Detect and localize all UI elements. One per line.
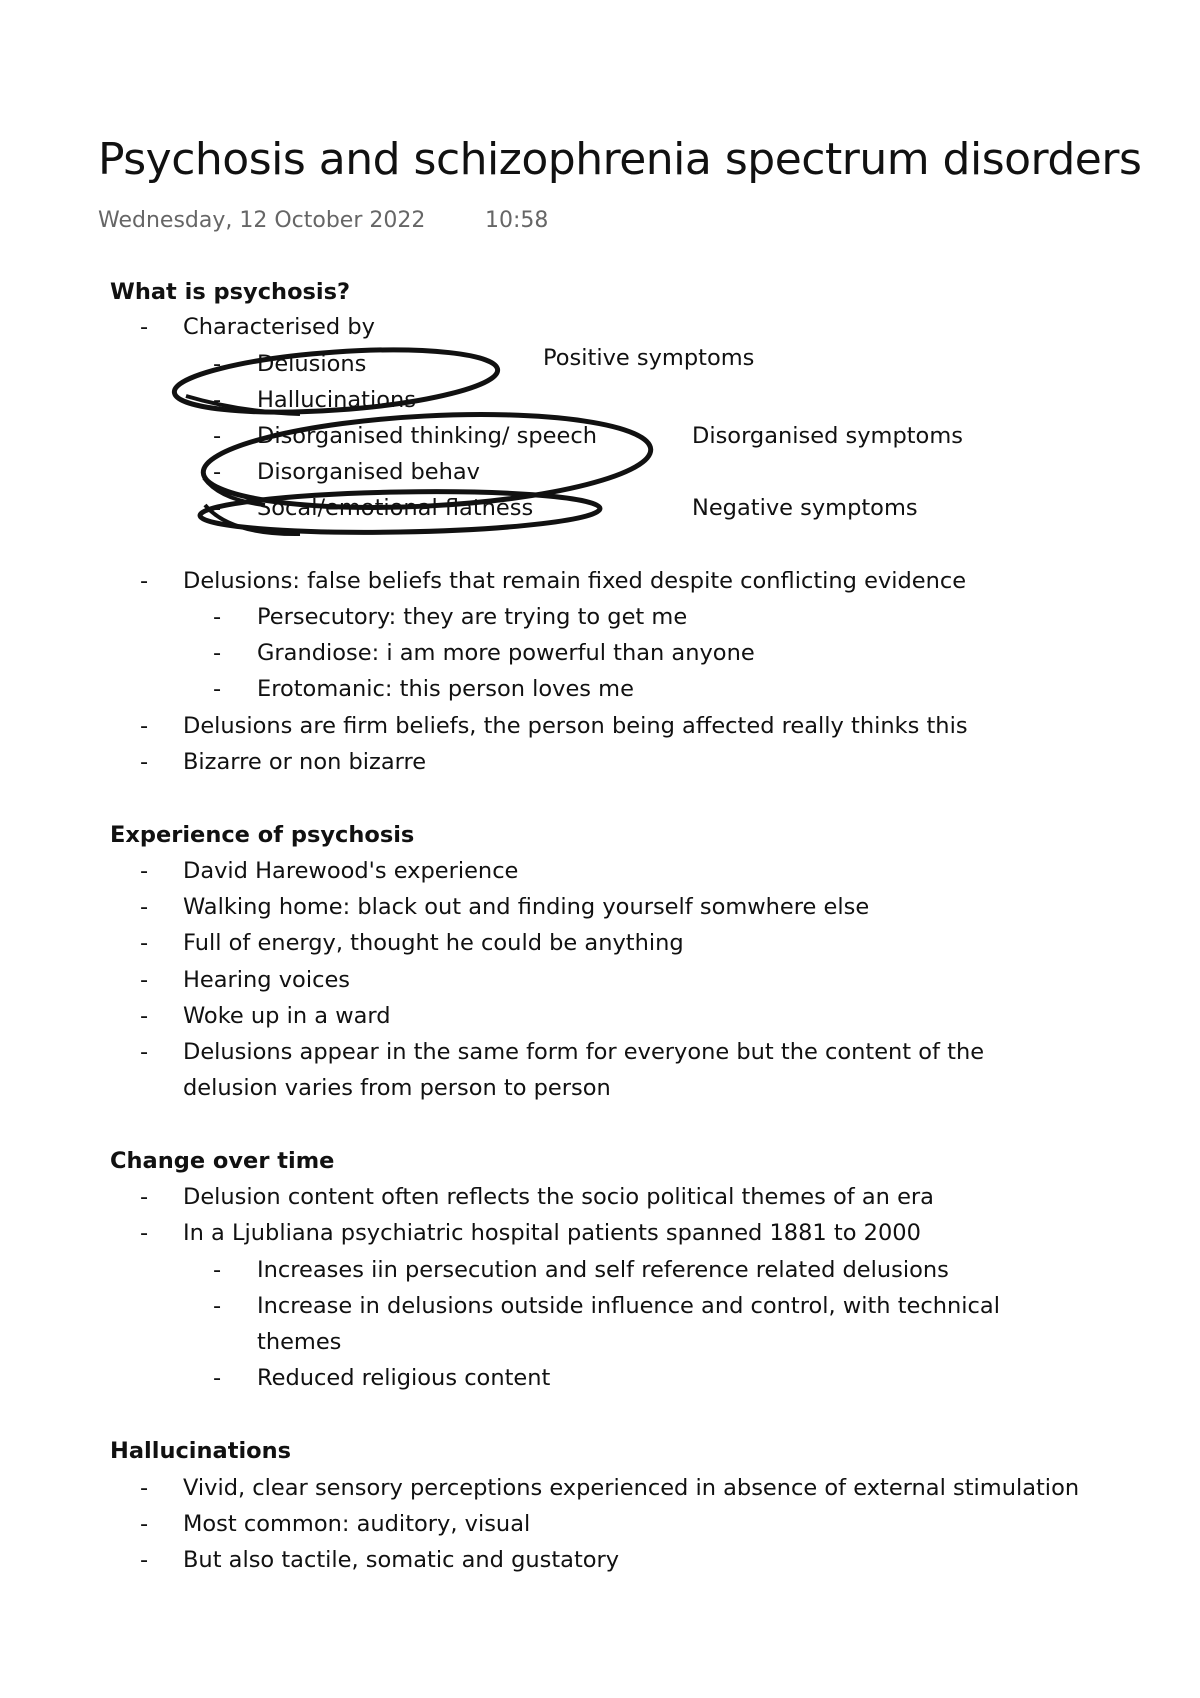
- page-title: Psychosis and schizophrenia spectrum disorders: [98, 134, 1142, 185]
- bullet-dash: -: [140, 1547, 149, 1573]
- bullet-dash: -: [213, 1365, 222, 1391]
- bullet-dash: -: [213, 423, 222, 449]
- annotation-negative-symptoms: Negative symptoms: [692, 495, 918, 521]
- bullet-dash: -: [140, 1039, 149, 1065]
- bullet-dash: -: [140, 314, 149, 340]
- list-item-text: Grandiose: i am more powerful than anyone: [257, 640, 755, 666]
- annotation-disorganised-symptoms: Disorganised symptoms: [692, 423, 963, 449]
- list-item-text: Erotomanic: this person loves me: [257, 676, 634, 702]
- bullet-dash: -: [140, 568, 149, 594]
- bullet-dash: -: [213, 640, 222, 666]
- bullet-dash: -: [213, 1257, 222, 1283]
- list-item-text: David Harewood's experience: [183, 858, 519, 884]
- bullet-dash: -: [140, 1220, 149, 1246]
- list-item-text: Hearing voices: [183, 967, 351, 993]
- bullet-dash: -: [213, 604, 222, 630]
- section-heading-what-is-psychosis: What is psychosis?: [110, 279, 351, 305]
- bullet-dash: -: [140, 858, 149, 884]
- section-heading-hallucinations: Hallucinations: [110, 1438, 292, 1464]
- list-item-continuation: themes: [257, 1329, 342, 1355]
- list-item-text: Vivid, clear sensory perceptions experienced in absence of external stimulation: [183, 1475, 1080, 1501]
- list-item-text: Persecutory: they are trying to get me: [257, 604, 688, 630]
- list-item-text: Walking home: black out and finding yourself somwhere else: [183, 894, 870, 920]
- page-date-row: [98, 208, 549, 233]
- bullet-dash: -: [213, 495, 222, 521]
- list-item-continuation: delusion varies from person to person: [183, 1075, 611, 1101]
- bullet-dash: -: [213, 459, 222, 485]
- bullet-dash: -: [140, 1475, 149, 1501]
- bullet-dash: -: [213, 1293, 222, 1319]
- list-item-text: Disorganised behav: [257, 459, 480, 485]
- page-time: 10:58: [485, 208, 549, 233]
- bullet-dash: -: [140, 1184, 149, 1210]
- bullet-dash: -: [213, 351, 222, 377]
- list-item-text: Delusions: [257, 351, 367, 377]
- list-item-text: But also tactile, somatic and gustatory: [183, 1547, 620, 1573]
- bullet-dash: -: [140, 894, 149, 920]
- bullet-dash: -: [140, 1511, 149, 1537]
- page-date: Wednesday, 12 October 2022: [98, 208, 426, 233]
- list-item-text: Full of energy, thought he could be anything: [183, 930, 684, 956]
- list-item-text: Disorganised thinking/ speech: [257, 423, 597, 449]
- list-item-text: Reduced religious content: [257, 1365, 551, 1391]
- list-item-text: Delusions: false beliefs that remain fixed despite conflicting evidence: [183, 568, 967, 594]
- list-item-text: Characterised by: [183, 314, 375, 340]
- list-item-text: Increase in delusions outside influence and control, with technical: [257, 1293, 1000, 1319]
- bullet-dash: -: [213, 676, 222, 702]
- list-item-text: Hallucinations: [257, 387, 416, 413]
- bullet-dash: -: [140, 967, 149, 993]
- section-heading-experience: Experience of psychosis: [110, 822, 415, 848]
- list-item-text: Most common: auditory, visual: [183, 1511, 531, 1537]
- list-item-text: Delusion content often reflects the socio political themes of an era: [183, 1184, 934, 1210]
- bullet-dash: -: [140, 749, 149, 775]
- list-item-text: Socal/emotional flatness: [257, 495, 534, 521]
- annotation-positive-symptoms: Positive symptoms: [543, 345, 755, 371]
- list-item-text: Increases iin persecution and self reference related delusions: [257, 1257, 949, 1283]
- section-heading-change-over-time: Change over time: [110, 1148, 335, 1174]
- bullet-dash: -: [140, 713, 149, 739]
- bullet-dash: -: [140, 1003, 149, 1029]
- list-item-text: In a Ljubliana psychiatric hospital patients spanned 1881 to 2000: [183, 1220, 921, 1246]
- bullet-dash: -: [140, 930, 149, 956]
- list-item-text: Delusions are firm beliefs, the person being affected really thinks this: [183, 713, 968, 739]
- list-item-text: Woke up in a ward: [183, 1003, 391, 1029]
- list-item-text: Delusions appear in the same form for everyone but the content of the: [183, 1039, 985, 1065]
- list-item-text: Bizarre or non bizarre: [183, 749, 427, 775]
- bullet-dash: -: [213, 387, 222, 413]
